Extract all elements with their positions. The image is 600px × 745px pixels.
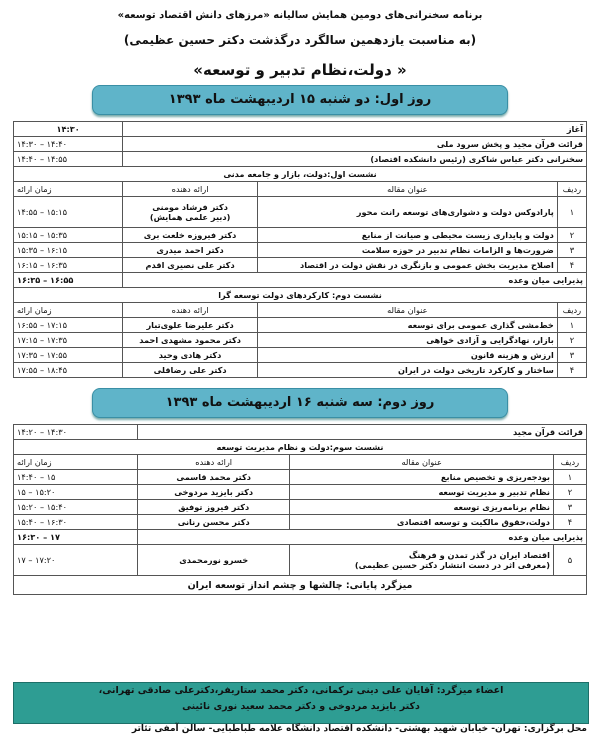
row-title: ارزش و هزینه قانون (257, 348, 557, 363)
table-row (14, 152, 587, 167)
row-time: ۱۶:۵۵ – ۱۷:۱۵ (14, 318, 123, 333)
venue-address: محل برگزاری: تهران- خیابان شهید بهشتی- دانشکده اقتصاد دانشگاه علامه طباطبایی- سالن آمفی تئاتر (131, 724, 587, 734)
row-number: ۳ (557, 243, 586, 258)
table-row (14, 515, 587, 530)
row-time: ۱۴:۵۵ – ۱۵:۱۵ (14, 197, 123, 228)
row-title: نظام تدبیر و مدیریت توسعه (290, 485, 553, 500)
row-time: ۱۶:۱۵ – ۱۶:۳۵ (14, 258, 123, 273)
row-number: ۳ (557, 348, 586, 363)
table-row (14, 576, 587, 595)
col-header-title: عنوان مقاله (257, 182, 557, 197)
row-number: ۲ (557, 228, 586, 243)
break-time: ۱۶:۳۵ – ۱۶:۵۵ (14, 273, 123, 288)
day1-banner: روز اول: دو شنبه ۱۵ اردیبهشت ماه ۱۳۹۳ (92, 85, 508, 115)
opening-label: آغاز (123, 122, 587, 137)
speech-time: ۱۴:۴۰ – ۱۴:۵۵ (14, 152, 123, 167)
col-header-time: زمان ارائه (14, 182, 123, 197)
book-note: (معرفی اثر در دست انتشار دکتر حسین عظیمی) (354, 560, 550, 570)
opening-time: ۱۴:۳۰ (14, 122, 123, 137)
quran-time: ۱۴:۳۰ – ۱۴:۴۰ (14, 137, 123, 152)
row-presenter: دکتر محمد قاسمی (137, 470, 290, 485)
session2-title: نشست دوم: کارکردهای دولت توسعه گرا (14, 288, 587, 303)
speech-label: سخنرانی دکتر عباس شاکری (رئیس دانشکده اقتصاد) (123, 152, 587, 167)
row-time: ۱۴:۴۰ – ۱۵ (14, 470, 138, 485)
members-line-2: دکتر بایزید مردوخی و دکتر محمد سعید نوری نائینی (182, 701, 420, 712)
row-time: ۱۵:۳۵ – ۱۶:۱۵ (14, 243, 123, 258)
table-row (14, 440, 587, 455)
quran-time: ۱۴:۲۰ – ۱۴:۳۰ (14, 425, 138, 440)
break-label: پذیرایی میان وعده (123, 273, 587, 288)
row-presenter (123, 197, 258, 228)
row-number: ۴ (557, 363, 586, 378)
roundtable-title: میزگرد پایانی: چالشها و چشم انداز توسعه ایران (14, 576, 587, 595)
col-header-presenter: ارائه دهنده (123, 182, 258, 197)
row-time: ۱۵:۱۵ – ۱۵:۳۵ (14, 228, 123, 243)
col-header-title: عنوان مقاله (290, 455, 553, 470)
table-row (14, 333, 587, 348)
roundtable-members-box (13, 682, 589, 724)
quran-label: قرائت قرآن مجید و پخش سرود ملی (123, 137, 587, 152)
row-presenter: خسرو نورمحمدی (137, 545, 290, 576)
col-header-title: عنوان مقاله (257, 303, 557, 318)
table-row (14, 243, 587, 258)
row-presenter: دکتر بایزید مردوخی (137, 485, 290, 500)
table-row (14, 530, 587, 545)
table-row (14, 122, 587, 137)
row-number: ۲ (553, 485, 586, 500)
row-title (290, 545, 553, 576)
table-row (14, 258, 587, 273)
break-time: ۱۶:۳۰ – ۱۷ (14, 530, 138, 545)
day2-banner: روز دوم: سه شنبه ۱۶ اردیبهشت ماه ۱۳۹۳ (92, 388, 508, 418)
table-row (14, 485, 587, 500)
row-title: خط‌مشی گذاری عمومی برای توسعه (257, 318, 557, 333)
row-presenter: دکتر محسن رنانی (137, 515, 290, 530)
row-title: بودجه‌ریزی و تخصیص منابع (290, 470, 553, 485)
row-time: ۱۷:۳۵ – ۱۷:۵۵ (14, 348, 123, 363)
presenter-name: دکتر فرشاد مومنی (152, 202, 228, 212)
table-row (14, 363, 587, 378)
row-presenter: دکتر محمود مشهدی احمد (123, 333, 258, 348)
row-presenter: دکتر علی نصیری اقدم (123, 258, 258, 273)
table-row (14, 318, 587, 333)
occasion-subtitle: (به مناسبت یازدهمین سالگرد درگذشت دکتر حسین عظیمی) (123, 33, 477, 47)
col-header-number: ردیف (557, 182, 586, 197)
row-title: پارادوکس دولت و دشواری‌های توسعه رانت محور (257, 197, 557, 228)
day1-schedule-table (13, 121, 587, 378)
row-time: ۱۵ – ۱۵:۲۰ (14, 485, 138, 500)
row-title: ساختار و کارکرد تاریخی دولت در ایران (257, 363, 557, 378)
row-title: اصلاح مدیریت بخش عمومی و بازنگری در نقش دولت در اقتصاد (257, 258, 557, 273)
book-title: اقتصاد ایران در گذر تمدن و فرهنگ (408, 550, 550, 560)
table-row (14, 500, 587, 515)
quran-label: قرائت قرآن مجید (137, 425, 586, 440)
row-time: ۱۷:۵۵ – ۱۸:۴۵ (14, 363, 123, 378)
table-row (14, 228, 587, 243)
row-number: ۳ (553, 500, 586, 515)
session1-title: نشست اول:دولت، بازار و جامعه مدنی (14, 167, 587, 182)
program-heading: برنامه سخنرانی‌های دومین همایش سالیانه «مرزهای دانش اقتصاد توسعه» (117, 10, 483, 21)
table-row (14, 167, 587, 182)
row-number: ۱ (553, 470, 586, 485)
conference-title: « دولت،نظام تدبیر و توسعه» (193, 61, 407, 79)
row-title: دولت،حقوق مالکیت و توسعه اقتصادی (290, 515, 553, 530)
presenter-role: (دبیر علمی همایش) (149, 212, 231, 222)
row-time: ۱۵:۴۰ – ۱۶:۳۰ (14, 515, 138, 530)
col-header-number: ردیف (553, 455, 586, 470)
row-number: ۲ (557, 333, 586, 348)
row-presenter: دکتر احمد میدری (123, 243, 258, 258)
members-line-1: اعضاء میزگرد: آقایان علی دینی ترکمانی، دکتر محمد ستاریفر،دکترعلی صادقی تهرانی، (98, 685, 504, 696)
table-row (14, 348, 587, 363)
table-header-row (14, 303, 587, 318)
table-row (14, 273, 587, 288)
row-presenter: دکتر فیروز توفیق (137, 500, 290, 515)
row-presenter: دکتر هادی وحید (123, 348, 258, 363)
row-time: ۱۷ – ۱۷:۲۰ (14, 545, 138, 576)
table-header-row (14, 455, 587, 470)
table-row (14, 425, 587, 440)
row-number: ۴ (557, 258, 586, 273)
col-header-presenter: ارائه دهنده (123, 303, 258, 318)
table-row (14, 288, 587, 303)
table-header-row (14, 182, 587, 197)
table-row (14, 545, 587, 576)
row-presenter: دکتر علی رضاقلی (123, 363, 258, 378)
row-time: ۱۷:۱۵ – ۱۷:۳۵ (14, 333, 123, 348)
table-row (14, 470, 587, 485)
col-header-presenter: ارائه دهنده (137, 455, 290, 470)
row-title: بازار، نهادگرایی و آزادی خواهی (257, 333, 557, 348)
break-label: پذیرایی میان وعده (137, 530, 586, 545)
row-title: ضرورت‌ها و الزامات نظام تدبیر در حوزه سلامت (257, 243, 557, 258)
row-presenter: دکتر فیروزه خلعت بری (123, 228, 258, 243)
table-row (14, 197, 587, 228)
row-time: ۱۵:۲۰ – ۱۵:۴۰ (14, 500, 138, 515)
row-presenter: دکتر علیرضا علوی‌تبار (123, 318, 258, 333)
row-title: دولت و پایداری زیست محیطی و صیانت از منابع (257, 228, 557, 243)
row-title: نظام برنامه‌ریزی توسعه (290, 500, 553, 515)
table-row (14, 137, 587, 152)
day2-schedule-table (13, 424, 587, 595)
col-header-time: زمان ارائه (14, 303, 123, 318)
row-number: ۴ (553, 515, 586, 530)
col-header-number: ردیف (557, 303, 586, 318)
session3-title: نشست سوم:دولت و نظام مدیریت توسعه (14, 440, 587, 455)
row-number: ۱ (557, 197, 586, 228)
col-header-time: زمان ارائه (14, 455, 138, 470)
row-number: ۱ (557, 318, 586, 333)
row-number: ۵ (553, 545, 586, 576)
